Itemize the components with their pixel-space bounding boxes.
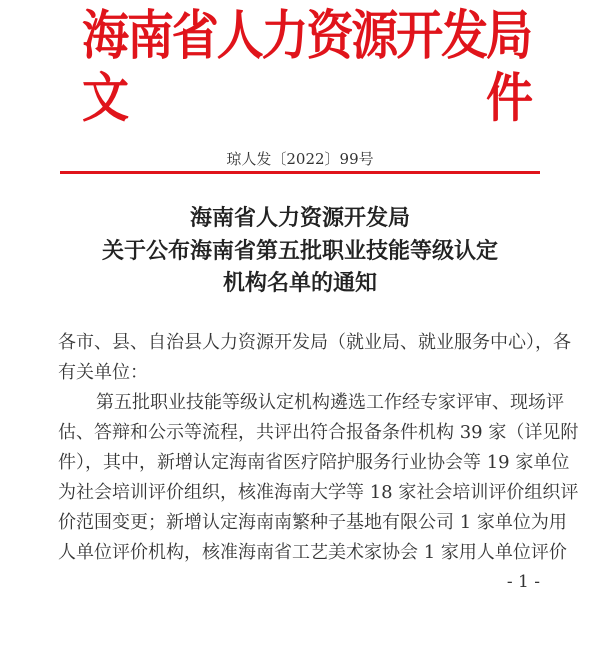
headline-line: 机构名单的通知: [222, 270, 377, 296]
body-line: 各市、县、自治县人力资源开发局（就业局、就业服务中心），各: [58, 332, 571, 353]
document-headline: [0, 202, 600, 300]
headline-line: 海南省人力资源开发局: [189, 205, 410, 231]
headline-line: 关于公布海南省第五批职业技能等级认定: [101, 237, 498, 264]
document-number: 琼人发〔2022〕99号: [226, 150, 374, 168]
document-masthead: 海南省人力资源开发局文件: [82, 5, 530, 130]
page-number: - 1 -: [506, 572, 540, 592]
red-divider: [60, 171, 540, 174]
document-body: [58, 328, 579, 568]
body-line: 价范围变更；新增认定海南南繁种子基地有限公司 1 家单位为用: [58, 512, 567, 533]
body-line: 人单位评价机构，核准海南省工艺美术家协会 1 家用人单位评价: [58, 542, 567, 563]
body-line: 估、答辩和公示等流程，共评出符合报备条件机构 39 家（详见附: [58, 422, 579, 443]
body-line: 第五批职业技能等级认定机构遴选工作经专家评审、现场评: [96, 392, 564, 413]
body-line: 有关单位：: [58, 362, 148, 383]
body-line: 为社会培训评价组织，核准海南大学等 18 家社会培训评价组织评: [58, 482, 579, 503]
body-line: 件），其中，新增认定海南省医疗陪护服务行业协会等 19 家单位: [58, 452, 570, 473]
